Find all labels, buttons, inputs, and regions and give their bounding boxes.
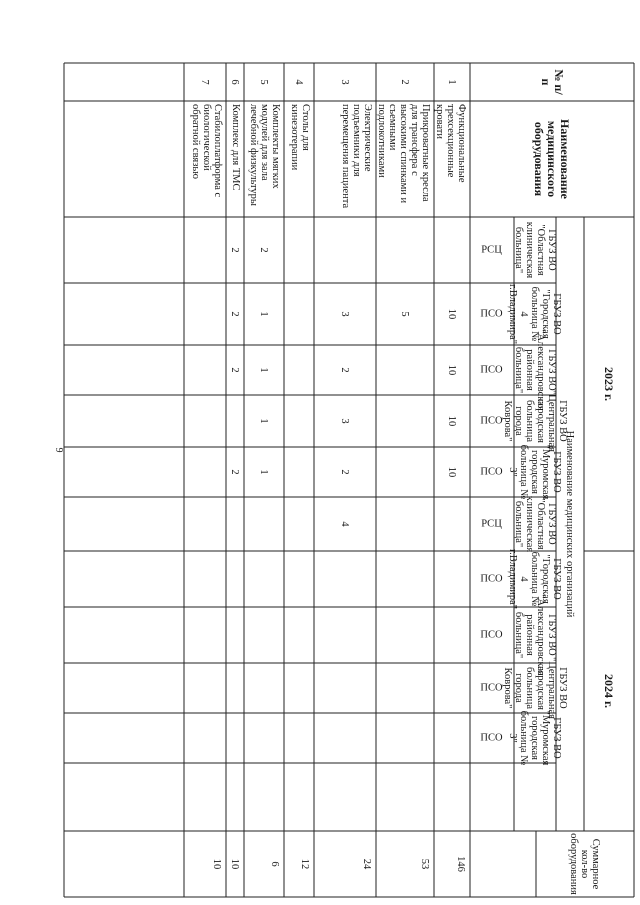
org-name-2024-1: ГБУЗ ВО "Областная клиническая больница" bbox=[513, 495, 557, 553]
row-equipment-name: Функциональные трехсекционные кровати bbox=[434, 104, 467, 183]
row-value: 2 bbox=[229, 469, 241, 475]
row-equipment-name: Комплекс для ТМС bbox=[230, 104, 241, 191]
org-type-2023-3: ПСО bbox=[480, 364, 504, 376]
org-type-2024-3: ПСО bbox=[480, 629, 504, 641]
org-name-2024-4: ГБУЗ ВО "Центральная городская больница города Коврова" bbox=[502, 657, 568, 720]
row-equipment-name: Комплекты мягких модулей для зала лечебной физкультуры bbox=[248, 104, 281, 206]
row-value: 5 bbox=[399, 311, 411, 317]
org-type-2023-1: РСЦ bbox=[481, 244, 503, 256]
header-year-2023: 2023 г. bbox=[602, 366, 617, 402]
row-value: 2 bbox=[339, 469, 351, 475]
row-value: 1 bbox=[258, 469, 270, 475]
row-num: 7 bbox=[199, 79, 211, 85]
org-type-2024-5: ПСО bbox=[480, 732, 504, 744]
org-type-2023-5: ПСО bbox=[480, 466, 504, 478]
org-type-2023-2: ПСО bbox=[480, 308, 504, 320]
org-type-2024-1: РСЦ bbox=[481, 518, 503, 530]
page-number: 9 bbox=[53, 447, 64, 453]
row-num: 6 bbox=[229, 79, 241, 85]
header-equipment-name: Наименование медицинского оборудования bbox=[532, 119, 573, 199]
row-total: 24 bbox=[361, 858, 372, 870]
org-name-2023-5: ГБУЗ ВО "Муромская городская больница № 3" bbox=[507, 444, 563, 500]
row-value: 1 bbox=[258, 418, 270, 424]
row-total: 6 bbox=[269, 861, 280, 867]
row-total: 12 bbox=[299, 858, 310, 870]
row-value: 3 bbox=[339, 418, 351, 424]
row-value: 3 bbox=[339, 311, 351, 317]
org-name-2023-4: ГБУЗ ВО "Центральная городская больница города Коврова" bbox=[502, 390, 568, 453]
row-value: 2 bbox=[229, 247, 241, 253]
org-name-2023-1: ГБУЗ ВО "Областная клиническая больница" bbox=[513, 221, 557, 279]
row-num: 4 bbox=[293, 79, 305, 85]
row-equipment-name: Электрические подъемники для перемещения пациента bbox=[340, 104, 373, 209]
row-equipment-name: Прикроватные кресла для трансфера с высокими спинками и съемными подлокотниками bbox=[376, 104, 431, 204]
row-total: 53 bbox=[419, 858, 430, 870]
org-name-2024-3: ГБУЗ ВО "Александровская районная больница" bbox=[513, 594, 557, 676]
org-type-2024-4: ПСО bbox=[480, 682, 504, 694]
row-value: 2 bbox=[339, 367, 351, 373]
header-num: № п/п bbox=[539, 69, 566, 95]
row-value: 2 bbox=[258, 247, 270, 253]
header-organizations: Наименование медицинских организаций bbox=[564, 430, 576, 618]
org-name-2023-2: ГБУЗ ВО "Городская больница № 4 г.Владимира" bbox=[507, 283, 563, 345]
row-value: 10 bbox=[446, 364, 458, 376]
row-value: 1 bbox=[258, 367, 270, 373]
equipment-table bbox=[64, 63, 634, 897]
header-year-2024: 2024 г. bbox=[602, 673, 617, 709]
org-name-2023-3: ГБУЗ ВО "Александровская районная больница" bbox=[513, 329, 557, 411]
org-type-2023-4: ПСО bbox=[480, 415, 504, 427]
header-total: Суммарное кол-во оборудования bbox=[568, 833, 602, 895]
row-value: 2 bbox=[229, 311, 241, 317]
row-total: 146 bbox=[455, 856, 466, 872]
row-equipment-name: Столы для кинезотерапии bbox=[289, 104, 311, 171]
row-value: 10 bbox=[446, 466, 458, 478]
row-num: 3 bbox=[339, 79, 351, 85]
row-value: 10 bbox=[446, 308, 458, 320]
row-equipment-name: Стабилоплатформа с биологической обратной связью bbox=[190, 104, 223, 198]
org-name-2024-5: ГБУЗ ВО "Муромская городская больница № 3" bbox=[507, 710, 563, 766]
org-type-2024-2: ПСО bbox=[480, 573, 504, 585]
row-num: 1 bbox=[446, 79, 458, 85]
row-value: 2 bbox=[229, 367, 241, 373]
row-value: 1 bbox=[258, 311, 270, 317]
row-num: 2 bbox=[399, 79, 411, 85]
row-total: 10 bbox=[229, 858, 240, 870]
row-num: 5 bbox=[258, 79, 270, 85]
row-value: 10 bbox=[446, 415, 458, 427]
row-total: 10 bbox=[211, 858, 222, 870]
org-name-2024-2: ГБУЗ ВО "Городская больница № 4 г.Владимира" bbox=[507, 548, 563, 610]
row-value: 4 bbox=[339, 521, 351, 527]
